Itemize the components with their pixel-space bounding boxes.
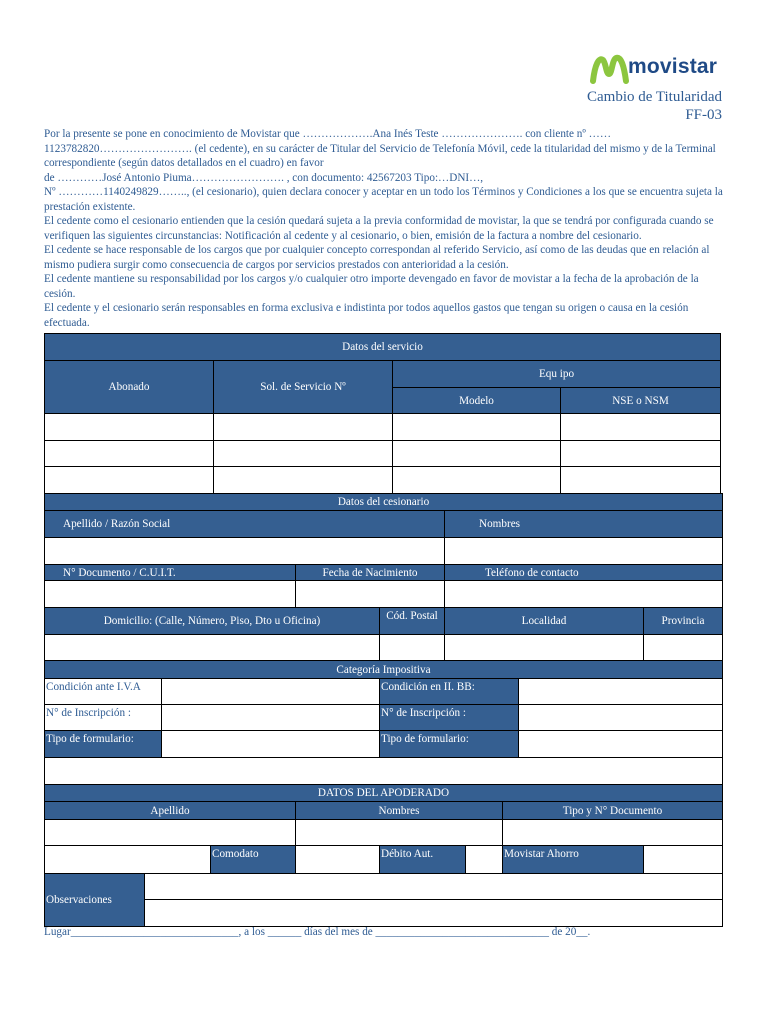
form-code: FF-03 — [685, 107, 722, 123]
paragraph: de …………José Antonio Piuma……………………. , con documento: 42567203 Tipo:…DNI…, — [44, 171, 484, 184]
servicio-section-title: Datos del servicio — [44, 333, 721, 361]
modelo-header: Modelo — [392, 387, 561, 414]
nse-field-3[interactable] — [560, 466, 721, 494]
apellido-razon-header: Apellido / Razón Social — [44, 510, 445, 538]
modelo-field-2[interactable] — [392, 440, 561, 467]
inscripcion-iibb-label: N° de Inscripción : — [379, 704, 519, 731]
document-title: Cambio de Titularidad — [587, 89, 722, 105]
formulario-label: Tipo de formulario: — [44, 730, 162, 758]
nacimiento-header: Fecha de Nacimiento — [295, 564, 445, 581]
observaciones-field-2[interactable] — [144, 899, 723, 927]
movistar-m-icon — [590, 52, 630, 86]
nombres-field[interactable] — [444, 537, 723, 565]
paragraph: El cedente como el cesionario entienden que la cesión quedará sujeta a la previa conformidad de movistar, la que se tendrá por configurada cuando se verifiquen las siguientes circunstancias: Notificación al cedente y al cesionario, o bien, emisión de la factura a nombre del cesionario. — [44, 215, 714, 242]
iva-label: Condición ante I.V.A — [44, 678, 162, 705]
categoria-section-title: Categoría Impositiva — [44, 660, 723, 679]
formulario-iibb-label: Tipo de formulario: — [379, 730, 519, 758]
equipo-header: Equ ipo — [392, 360, 721, 388]
apoderado-documento-field[interactable] — [502, 819, 723, 846]
categoria-extra-field[interactable] — [44, 757, 723, 785]
apoderado-extra-field[interactable] — [44, 845, 211, 874]
apoderado-nombres-header: Nombres — [295, 801, 503, 820]
debito-label: Débito Aut. — [379, 845, 466, 874]
abonado-field-2[interactable] — [44, 440, 214, 467]
body-text — [44, 127, 724, 330]
movistar-logo — [590, 52, 730, 86]
localidad-field[interactable] — [444, 634, 644, 661]
localidad-header: Localidad — [444, 607, 644, 635]
nse-header: NSE o NSM — [560, 387, 721, 414]
apoderado-nombres-field[interactable] — [295, 819, 503, 846]
inscripcion-label: N° de Inscripción : — [44, 704, 162, 731]
ahorro-field[interactable] — [643, 845, 723, 874]
iva-field[interactable] — [161, 678, 380, 705]
telefono-header: Teléfono de contacto — [444, 564, 723, 581]
iibb-field[interactable] — [518, 678, 723, 705]
modelo-field-1[interactable] — [392, 413, 561, 441]
apoderado-apellido-field[interactable] — [44, 819, 296, 846]
apellido-razon-field[interactable] — [44, 537, 445, 565]
postal-field[interactable] — [379, 634, 445, 661]
observaciones-label: Observaciones — [44, 873, 145, 927]
nacimiento-field[interactable] — [295, 580, 445, 608]
ahorro-label: Movistar Ahorro — [502, 845, 644, 874]
abonado-field-3[interactable] — [44, 466, 214, 494]
paragraph: El cedente y el cesionario serán responsables en forma exclusiva e indistinta por todos aquellos gastos que tengan su origen o causa en la cesión efectuada. — [44, 302, 689, 329]
inscripcion-field[interactable] — [161, 704, 380, 731]
document-title-block — [587, 88, 722, 124]
formulario-iibb-field[interactable] — [518, 730, 723, 758]
inscripcion-iibb-field[interactable] — [518, 704, 723, 731]
paragraph: Nº …………1140249829…….., (el cesionario), quien declara conocer y aceptar en un todo los Términos y Condiciones a los que se encuentra sujeta la prestación existente. — [44, 186, 723, 213]
paragraph: El cedente se hace responsable de los cargos que por cualquier concepto correspondan al referido Servicio, así como de las deudas que en relación al mismo pudiera surgir como consecuencia de cargos por servicios prestados con anterioridad a la cesión. — [44, 244, 710, 271]
documento-header: N° Documento / C.U.I.T. — [44, 564, 296, 581]
sol-servicio-header: Sol. de Servicio Nº — [213, 360, 393, 414]
sol-servicio-field-1[interactable] — [213, 413, 393, 441]
iibb-label: Condición en II. BB: — [379, 678, 519, 705]
brand-name: movistar — [628, 55, 718, 78]
lugar-fecha-line: Lugar______________________________, a los ______ días del mes de _______________________________ de 20__. — [44, 926, 591, 938]
provincia-field[interactable] — [643, 634, 723, 661]
sol-servicio-field-3[interactable] — [213, 466, 393, 494]
paragraph: El cedente mantiene su responsabilidad por los cargos y/o cualquier otro importe devengado en favor de movistar a la fecha de la aprobación de la cesión. — [44, 273, 699, 300]
abonado-field-1[interactable] — [44, 413, 214, 441]
apoderado-documento-header: Tipo y N° Documento — [502, 801, 723, 820]
postal-header: Cód. Postal — [379, 607, 445, 635]
provincia-header: Provincia — [643, 607, 723, 635]
apoderado-apellido-header: Apellido — [44, 801, 296, 820]
debito-field[interactable] — [465, 845, 503, 874]
paragraph: Por la presente se pone en conocimiento de Movistar que ……………….Ana Inés Teste …………………. con cliente nº …… 1123782820……………………. (el cedente), en su carácter de Titular del Servicio de Telefonía Móvil, cede la titularidad del mismo y de la Terminal correspondiente (según datos detallados en el cuadro) en favor — [44, 128, 716, 169]
formulario-field[interactable] — [161, 730, 380, 758]
apoderado-section-title: DATOS DEL APODERADO — [44, 784, 723, 802]
domicilio-header: Domicilio: (Calle, Número, Piso, Dto u Oficina) — [44, 607, 380, 635]
nse-field-2[interactable] — [560, 440, 721, 467]
telefono-field[interactable] — [444, 580, 723, 608]
comodato-field[interactable] — [295, 845, 380, 874]
nse-field-1[interactable] — [560, 413, 721, 441]
comodato-label: Comodato — [210, 845, 296, 874]
documento-field[interactable] — [44, 580, 296, 608]
cesionario-section-title: Datos del cesionario — [44, 493, 723, 511]
domicilio-field[interactable] — [44, 634, 380, 661]
abonado-header: Abonado — [44, 360, 214, 414]
modelo-field-3[interactable] — [392, 466, 561, 494]
sol-servicio-field-2[interactable] — [213, 440, 393, 467]
observaciones-field-1[interactable] — [144, 873, 723, 900]
nombres-header: Nombres — [444, 510, 723, 538]
